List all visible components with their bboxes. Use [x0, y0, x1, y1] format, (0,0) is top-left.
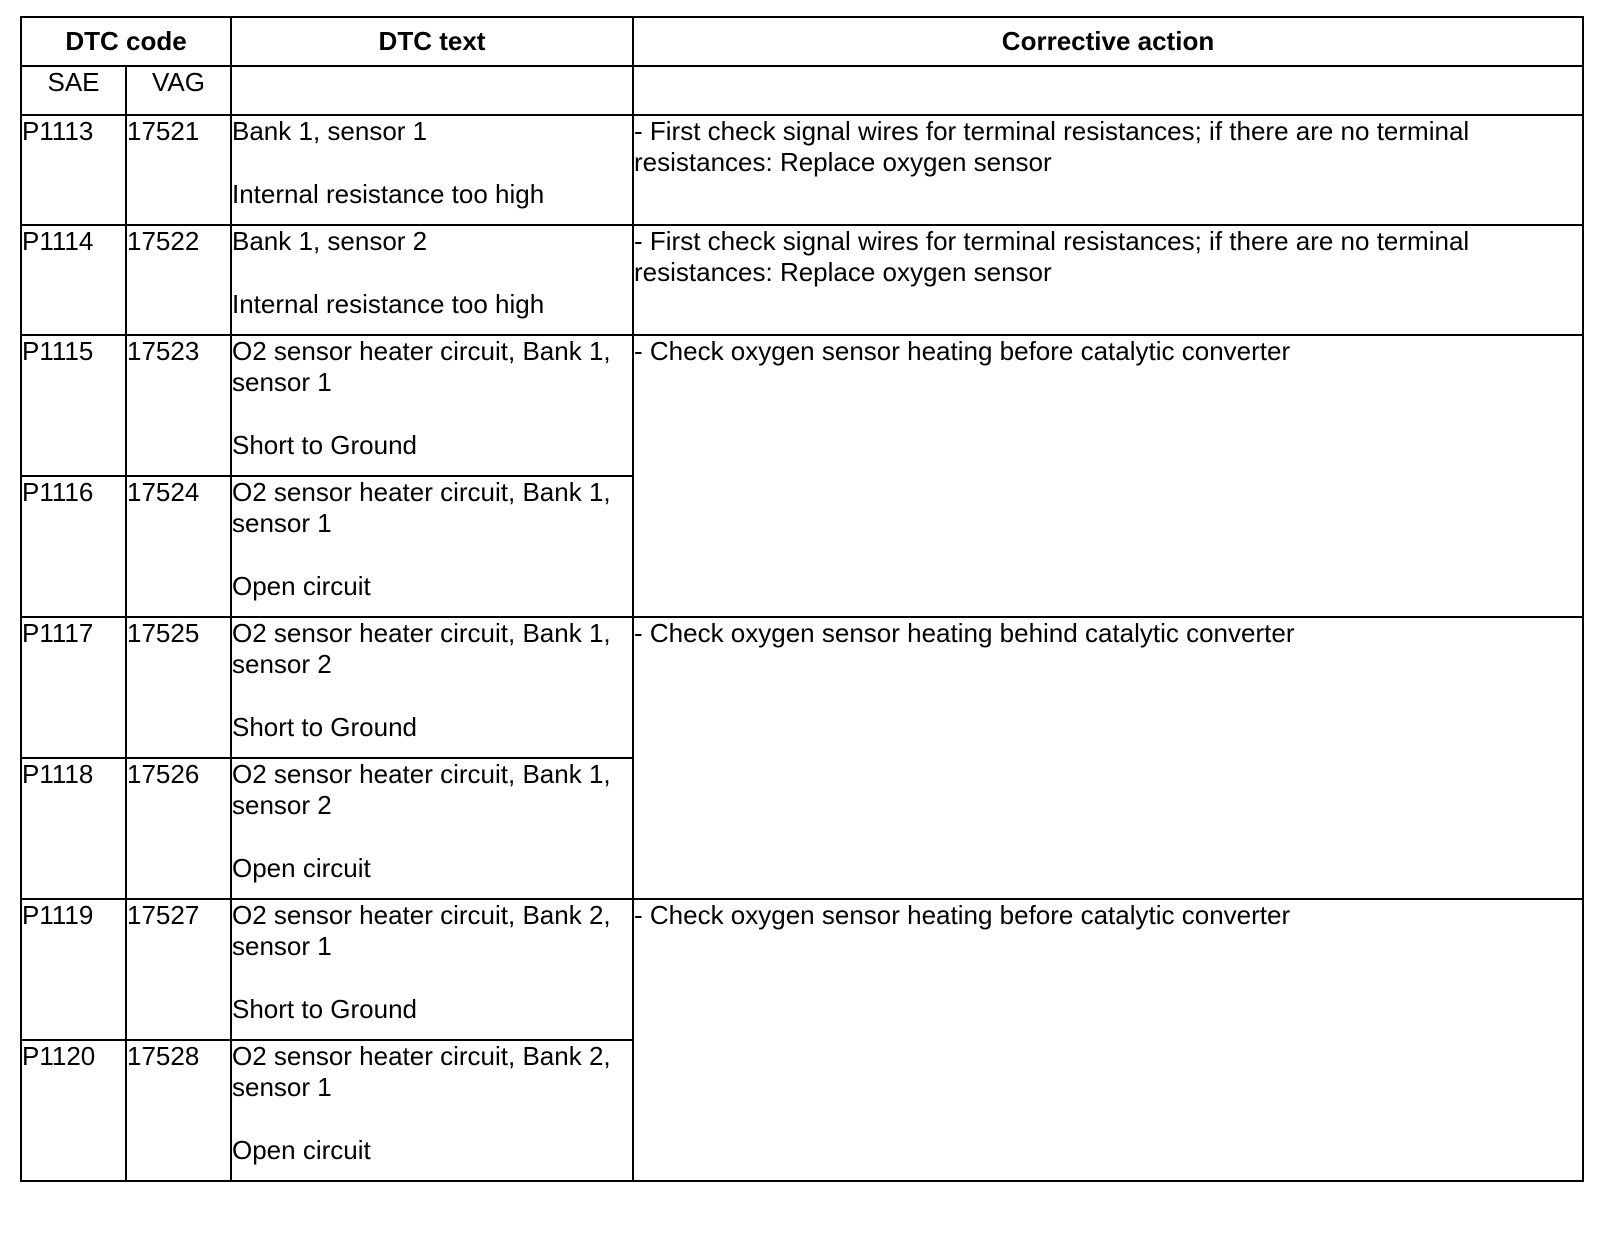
dtc-text-cell — [231, 617, 633, 758]
header-row — [21, 17, 1583, 66]
dtc-text-cell — [231, 899, 633, 1040]
dtc-text-cell — [231, 1040, 633, 1181]
header-corrective-action: Corrective action — [633, 17, 1583, 66]
vag-code: 17526 — [126, 758, 231, 899]
sae-code: P1113 — [21, 115, 126, 225]
vag-code: 17521 — [126, 115, 231, 225]
sae-code: P1115 — [21, 335, 126, 476]
dtc-text-main: O2 sensor heater circuit, Bank 2, sensor 1 — [232, 900, 611, 961]
header-dtc-text: DTC text — [231, 17, 633, 66]
dtc-text-detail: Open circuit — [232, 571, 371, 601]
subheader-blank-action — [633, 66, 1583, 115]
table-row — [21, 225, 1583, 335]
dtc-text-main: O2 sensor heater circuit, Bank 1, sensor 1 — [232, 336, 611, 397]
dtc-text-main: O2 sensor heater circuit, Bank 1, sensor 2 — [232, 759, 611, 820]
dtc-text-main: Bank 1, sensor 1 — [232, 116, 428, 146]
corrective-action: - Check oxygen sensor heating before catalytic converter — [633, 899, 1583, 1181]
header-dtc-code: DTC code — [21, 17, 231, 66]
dtc-text-detail: Open circuit — [232, 853, 371, 883]
dtc-text-detail: Short to Ground — [232, 712, 417, 742]
subheader-blank-text — [231, 66, 633, 115]
vag-code: 17528 — [126, 1040, 231, 1181]
table-row — [21, 899, 1583, 1040]
corrective-action: - Check oxygen sensor heating before catalytic converter — [633, 335, 1583, 617]
vag-code: 17524 — [126, 476, 231, 617]
table-row — [21, 335, 1583, 476]
dtc-text-detail: Short to Ground — [232, 430, 417, 460]
dtc-text-main: O2 sensor heater circuit, Bank 1, sensor 1 — [232, 477, 611, 538]
dtc-table — [20, 16, 1584, 1182]
sae-code: P1114 — [21, 225, 126, 335]
vag-code: 17525 — [126, 617, 231, 758]
dtc-text-cell — [231, 335, 633, 476]
dtc-text-main: O2 sensor heater circuit, Bank 2, sensor 1 — [232, 1041, 611, 1102]
sae-code: P1119 — [21, 899, 126, 1040]
dtc-text-cell — [231, 758, 633, 899]
dtc-text-main: Bank 1, sensor 2 — [232, 226, 428, 256]
subheader-row — [21, 66, 1583, 115]
sae-code: P1120 — [21, 1040, 126, 1181]
vag-code: 17523 — [126, 335, 231, 476]
dtc-text-cell — [231, 476, 633, 617]
dtc-text-detail: Open circuit — [232, 1135, 371, 1165]
dtc-text-cell — [231, 225, 633, 335]
subheader-sae: SAE — [21, 66, 126, 115]
vag-code: 17522 — [126, 225, 231, 335]
table-row — [21, 115, 1583, 225]
corrective-action: - Check oxygen sensor heating behind catalytic converter — [633, 617, 1583, 899]
dtc-text-detail: Short to Ground — [232, 994, 417, 1024]
dtc-text-cell — [231, 115, 633, 225]
corrective-action: - First check signal wires for terminal resistances; if there are no terminal resistances: Replace oxygen sensor — [633, 225, 1583, 335]
sae-code: P1118 — [21, 758, 126, 899]
table-row — [21, 617, 1583, 758]
corrective-action: - First check signal wires for terminal resistances; if there are no terminal resistances: Replace oxygen sensor — [633, 115, 1583, 225]
sae-code: P1116 — [21, 476, 126, 617]
vag-code: 17527 — [126, 899, 231, 1040]
dtc-text-detail: Internal resistance too high — [232, 179, 545, 209]
subheader-vag: VAG — [126, 66, 231, 115]
sae-code: P1117 — [21, 617, 126, 758]
dtc-text-main: O2 sensor heater circuit, Bank 1, sensor 2 — [232, 618, 611, 679]
dtc-text-detail: Internal resistance too high — [232, 289, 545, 319]
